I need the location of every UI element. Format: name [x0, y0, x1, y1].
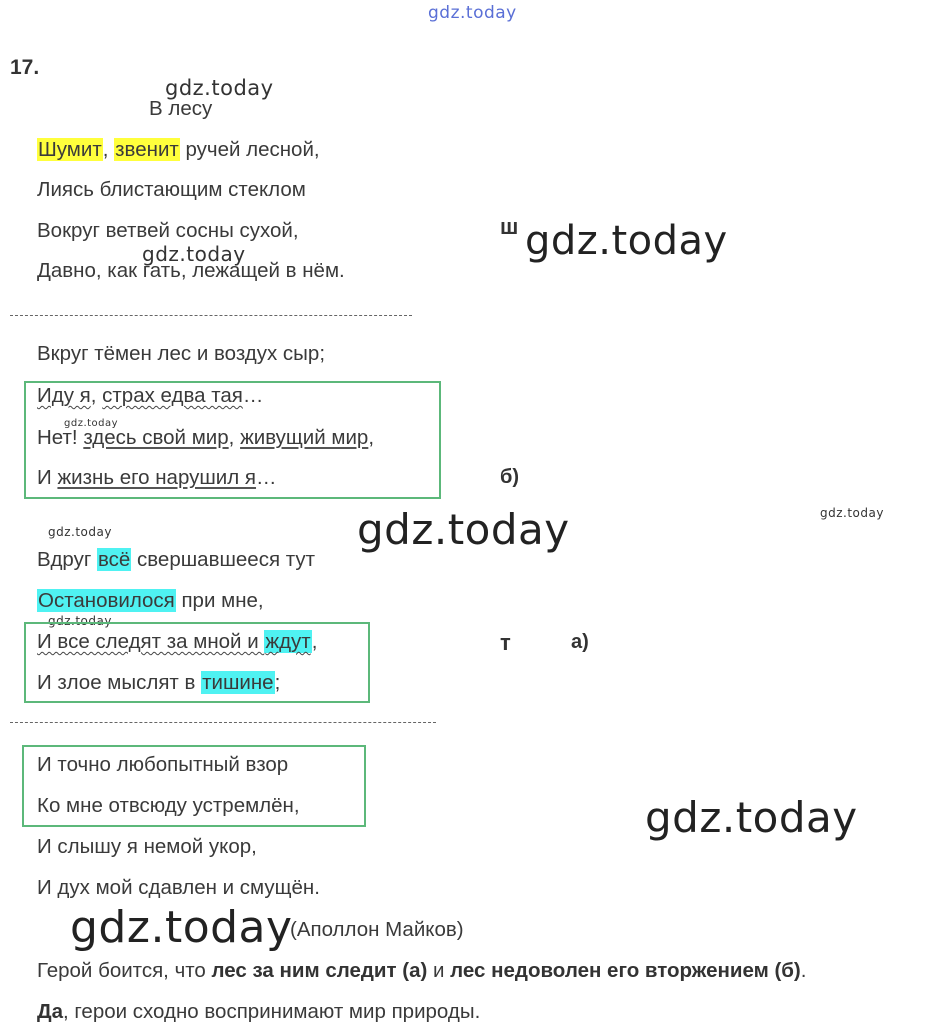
task-number: 17.	[10, 56, 40, 79]
divider-1	[10, 315, 412, 316]
marker-t: т	[500, 630, 511, 655]
stanza1-line2: Лиясь блистающим стеклом	[37, 178, 306, 201]
marker-sh: ш	[500, 214, 519, 239]
stanza4-line4: И дух мой сдавлен и смущён.	[37, 876, 320, 899]
poem-author: (Аполлон Майков)	[290, 918, 464, 941]
watermark-title: gdz.today	[165, 76, 274, 100]
marker-b: б)	[500, 466, 520, 488]
answer-line-2: Да, герои сходно воспринимают мир природы.	[37, 1000, 481, 1023]
answer-line-1: Герой боится, что лес за ним следит (а) и лес недоволен его вторжением (б).	[37, 959, 807, 982]
watermark-stanza1: gdz.today	[142, 242, 246, 266]
stanza1-line4: Давно, как гать, лежащей в нём.	[37, 259, 345, 282]
stanza2-line4: И жизнь его нарушил я…	[37, 466, 277, 489]
highlight-word-vse: всё	[98, 548, 131, 571]
watermark-top: gdz.today	[428, 3, 517, 23]
stanza4-line3: И слышу я немой укор,	[37, 835, 257, 858]
watermark-right-small: gdz.today	[820, 506, 884, 520]
stanza3-line3: И все следят за мной и ждут,	[37, 630, 318, 653]
stanza2-line2: Иду я, страх едва тая…	[37, 384, 264, 407]
highlight-word-zhdut: ждут	[265, 630, 311, 653]
watermark-small-2: gdz.today	[48, 525, 112, 539]
stanza3-line4: И злое мыслят в тишине;	[37, 671, 281, 694]
stanza4-line2: Ко мне отвсюду устремлён,	[37, 794, 300, 817]
highlight-word-zvenit: звенит	[115, 138, 179, 161]
stanza2-line3: Нет! здесь свой мир, живущий мир,	[37, 426, 375, 449]
marker-a: а)	[571, 631, 589, 653]
watermark-small-3: gdz.today	[48, 614, 112, 628]
divider-2	[10, 722, 436, 723]
stanza3-line2: Остановилося при мне,	[38, 589, 264, 612]
stanza1-line1: Шумит, звенит ручей лесной,	[38, 138, 320, 161]
stanza2-line1: Вкруг тёмен лес и воздух сыр;	[37, 342, 326, 365]
highlight-word-ostanovilosya: Остановилося	[38, 589, 175, 612]
poem-title: В лесу	[149, 97, 213, 120]
watermark-big-1: gdz.today	[525, 218, 728, 264]
highlight-word-tishine: тишине	[202, 671, 274, 694]
watermark-big-4: gdz.today	[70, 902, 293, 953]
stanza4-line1: И точно любопытный взор	[37, 753, 289, 776]
watermark-big-3: gdz.today	[645, 793, 858, 842]
highlight-word-shumit: Шумит	[38, 138, 102, 161]
watermark-big-2: gdz.today	[357, 505, 570, 554]
stanza1-line3: Вокруг ветвей сосны сухой,	[37, 219, 299, 242]
stanza3-line1: Вдруг всё свершавшееся тут	[37, 548, 316, 571]
watermark-small-1: gdz.today	[64, 418, 119, 429]
